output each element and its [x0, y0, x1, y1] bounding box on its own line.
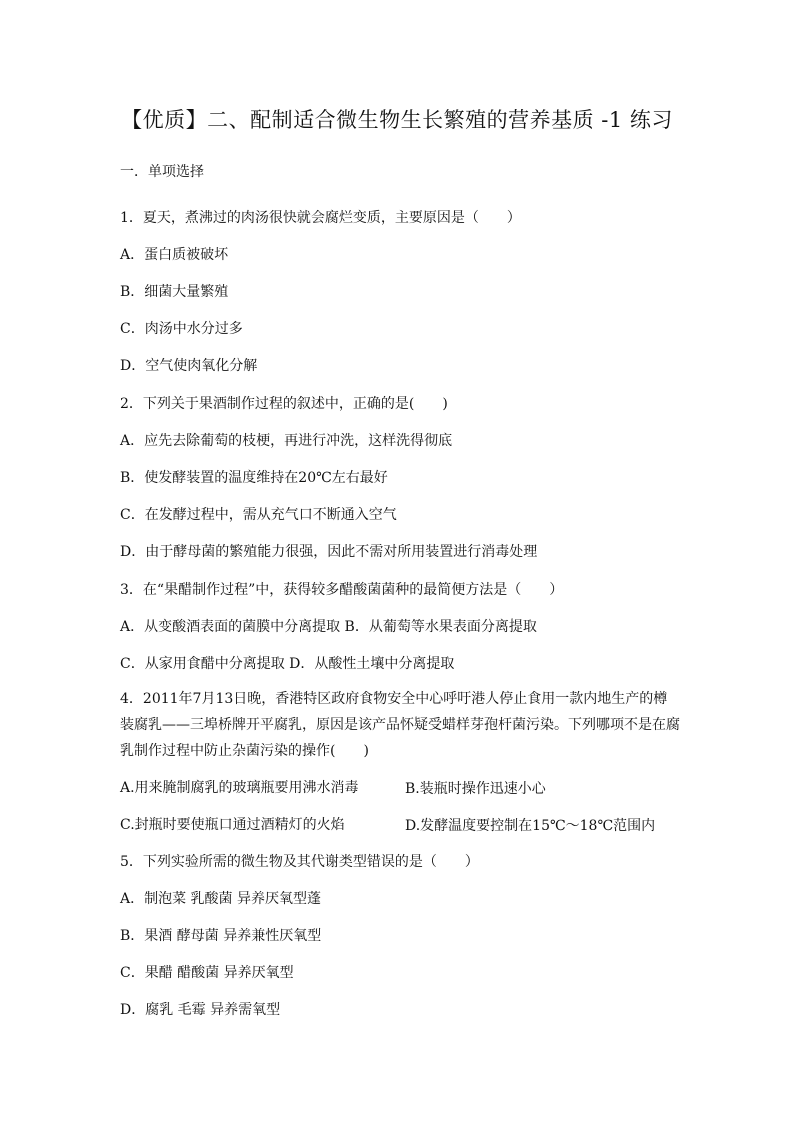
question-1-option-b: B．细菌大量繁殖 — [120, 284, 229, 300]
question-5-option-c: C．果醋 醋酸菌 异养厌氧型 — [120, 965, 294, 981]
question-2-option-b: B．使发酵装置的温度维持在20℃左右最好 — [120, 470, 388, 486]
question-2-option-d: D．由于酵母菌的繁殖能力很强，因此不需对所用装置进行消毒处理 — [120, 544, 538, 560]
question-5-option-d: D．腐乳 毛霉 异养需氧型 — [120, 1002, 281, 1018]
document-title: 【优质】二、配制适合微生物生长繁殖的营养基质 -1 练习 — [121, 108, 673, 132]
question-5-stem: 5．下列实验所需的微生物及其代谢类型错误的是（ ） — [120, 854, 479, 870]
question-5-option-a: A．制泡菜 乳酸菌 异养厌氧型蓬 — [120, 891, 322, 907]
question-4-option-b: B.装瓶时操作迅速小心 — [405, 781, 546, 797]
question-3-options-cd: C．从家用食醋中分离提取 D．从酸性土壤中分离提取 — [120, 656, 455, 672]
question-3-options-ab: A．从变酸酒表面的菌膜中分离提取 B．从葡萄等水果表面分离提取 — [120, 619, 537, 635]
question-1-option-d: D．空气使肉氧化分解 — [120, 358, 258, 374]
question-4-option-a: A.用来腌制腐乳的玻璃瓶要用沸水消毒 — [120, 780, 359, 796]
question-2-stem: 2．下列关于果酒制作过程的叙述中，正确的是( ) — [120, 396, 448, 412]
question-1-option-c: C．肉汤中水分过多 — [120, 321, 243, 337]
question-5-option-b: B．果酒 酵母菌 异养兼性厌氧型 — [120, 928, 322, 944]
question-2-option-a: A．应先去除葡萄的枝梗，再进行冲洗，这样洗得彻底 — [120, 433, 453, 449]
question-2-option-c: C．在发酵过程中，需从充气口不断通入空气 — [120, 507, 397, 523]
question-3-stem: 3．在“果醋制作过程”中，获得较多醋酸菌菌种的最简便方法是（ ） — [120, 582, 564, 598]
question-4-stem: 4．2011年7月13日晚，香港特区政府食物安全中心呼吁港人停止食用一款内地生产的樽装腐乳——三埠桥牌开平腐乳，原因是该产品怀疑受蜡样芽孢杆菌污染。下列哪项不是在腐乳制作过程中防止杂菌污染的操作( ) — [120, 691, 680, 759]
question-4-option-d: D.发酵温度要控制在15℃～18℃范围内 — [405, 818, 656, 834]
question-1-stem: 1．夏天，煮沸过的肉汤很快就会腐烂变质，主要原因是（ ） — [120, 210, 521, 226]
section-heading: 一．单项选择 — [120, 164, 204, 180]
question-4-option-c: C.封瓶时要使瓶口通过酒精灯的火焰 — [120, 817, 345, 833]
question-1-option-a: A．蛋白质被破坏 — [120, 247, 229, 263]
